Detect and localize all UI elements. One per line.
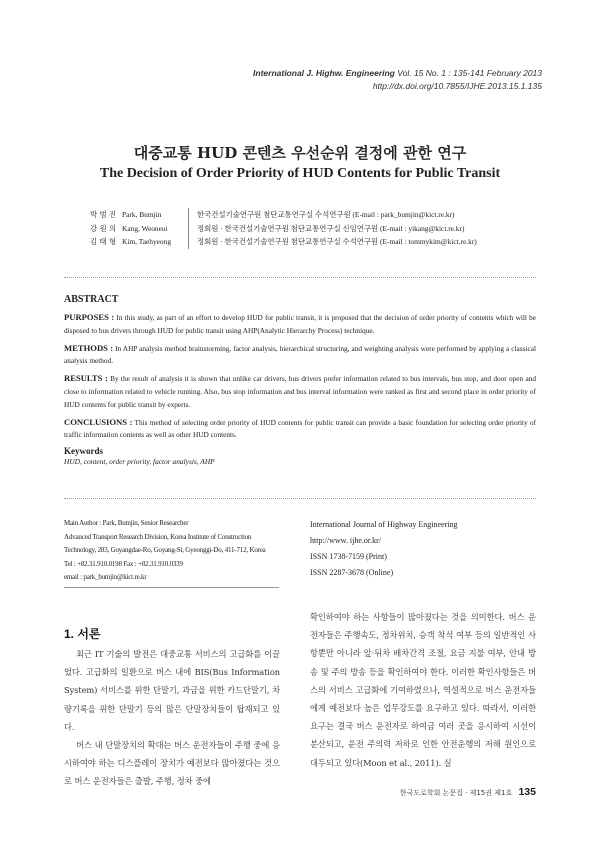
methods-label: METHODS : xyxy=(64,342,114,353)
title-english: The Decision of Order Priority of HUD Contents for Public Transit xyxy=(99,166,501,181)
abstract-methods xyxy=(64,342,536,369)
author-name-ko: 김 태 형 xyxy=(90,237,117,246)
author-tel-fax: Tel : +82.31.910.0198 Fax : +82.31.910.0339 xyxy=(64,559,183,568)
abstract-heading: ABSTRACT xyxy=(64,294,119,305)
body-column-left xyxy=(64,645,280,791)
author-divider xyxy=(188,235,189,249)
footer-journal-issue: 한국도로학회 논문집 · 제15권 제1호 xyxy=(399,789,513,797)
author-list xyxy=(90,208,477,249)
abstract-purposes xyxy=(64,311,536,338)
abstract-block xyxy=(64,294,536,466)
journal-header xyxy=(253,67,542,93)
title-korean: 대중교통 HUD 콘텐츠 우선순위 결정에 관한 연구 xyxy=(133,144,467,162)
author-name-en: Kim, Taehyeong xyxy=(122,237,172,246)
author-email[interactable]: email : park_bumjin@kict.re.kr xyxy=(64,573,147,581)
main-author: Main Author : Park, Bumjin, Senior Researcher xyxy=(64,519,189,527)
journal-citation: Vol. 15 No. 1 : 135-141 February 2013 xyxy=(397,68,542,78)
author-affiliation: 한국건설기술연구원 첨단교통연구실 수석연구원 (E-mail : park_bumjin@kict.re.kr) xyxy=(197,210,455,219)
purposes-label: PURPOSES : xyxy=(64,312,115,322)
body-paragraph: 확인하여야 하는 사항들이 많아졌다는 것을 의미한다. 버스 운전자들은 주행속도, 정차위치, 승객 착석 여부 등의 일반적인 사항뿐만 아니라 앞·뒤차 배차간격 조절, 요금 지불 여부, 안내 방송 및 주의 방송 등을 확인하여야 한다. 이러한 확인사항들은 버스의 서비스 고급화에 기여하였으나, 역설적으로 버스 운전자들에게 예전보다 높은 업무강도를 요구하고 있다. 따라서, 이러한 요구는 결국 버스 운전자로 하여금 여러 곳을 응시하여 시선이 분산되고, 운전 주의력 저하로 인한 안전운행의 저해 원인으로 대두되고 있다(Moon et al., 2011). 실 xyxy=(310,612,536,768)
body-paragraph: 버스 내 단말장치의 확대는 버스 운전자들이 주행 중에 응시하여야 하는 디스플레이 장치가 예전보다 많아졌다는 것으로 버스 운전자들은 출발, 주행, 정차 중에 xyxy=(64,740,280,787)
author-divider xyxy=(188,222,189,236)
dotted-divider-top xyxy=(64,277,536,278)
author-affiliation: 정회원 · 한국건설기술연구원 첨단교통연구실 신임연구원 (E-mail : yikang@kict.re.kr) xyxy=(197,223,465,233)
purposes-text: In this study, as part of an effort to develop HUD for public transit, it is proposed that the decision of order priority of contents which will be disposed to bus drivers through HUD for public transit using AHP(Analytic Hierarchy Process) technique. xyxy=(64,313,536,335)
journal-info xyxy=(310,517,540,581)
author-name-en: Park, Bumjin xyxy=(122,210,162,219)
author-row xyxy=(90,222,477,236)
journal-info-name: International Journal of Highway Engineering xyxy=(310,520,458,529)
author-division: Advanced Transport Research Division, Korea Institute of Construction xyxy=(64,532,252,541)
author-affiliation: 정회원 · 한국건설기술연구원 첨단교통연구실 수석연구원 (E-mail : tommykim@kict.re.kr) xyxy=(197,237,477,246)
correspondence-info xyxy=(64,517,279,585)
conclusions-label: CONCLUSIONS : xyxy=(64,416,133,427)
methods-text: In AHP analysis method brainstorming, factor analysis, hierarchical structuring, and weighting analysis were performed by applying a classical analysis method. xyxy=(64,343,537,366)
journal-name: International J. Highw. Engineering xyxy=(253,68,395,78)
abstract-conclusions xyxy=(64,416,536,443)
results-text: By the result of analysis it is shown that unlike car drivers, bus drivers prefer information related to bus intervals, bus stop, and door open and close to information related to vehicle running. Also, bus stop information and bus interval information were ranked as first and second place in order priority of HUD contents for public transit by experts. xyxy=(64,374,536,409)
journal-doi[interactable]: http://dx.doi.org/10.7855/IJHE.2013.15.1.135 xyxy=(372,81,542,91)
abstract-results xyxy=(64,372,536,411)
keywords-heading: Keywords xyxy=(64,446,103,457)
author-row xyxy=(90,235,477,249)
body-column-right xyxy=(310,608,536,772)
author-name-ko: 강 원 의 xyxy=(90,223,117,233)
author-address: Technology, 283, Goyangdae-Ro, Goyang-Si, Gyeonggi-Do, 411-712, Korea xyxy=(64,546,266,554)
author-name-ko: 박 범 진 xyxy=(90,210,117,219)
results-label: RESULTS : xyxy=(64,373,108,384)
conclusions-text: This method of selecting order priority of HUD contents for public transit can provide a basic foundation for selecting order priority of traffic information contents as well as other HUD contents. xyxy=(64,417,537,440)
journal-issn-print: ISSN 1738-7159 (Print) xyxy=(310,552,387,561)
keywords-text: HUD, content, order priority, factor analysis, AHP xyxy=(64,457,215,467)
dotted-divider-bottom xyxy=(64,498,536,499)
section-heading: 1. 서론 xyxy=(64,627,101,641)
page-number: 135 xyxy=(518,786,536,798)
journal-info-url[interactable]: http://www. ijhe.or.kr/ xyxy=(310,536,382,545)
journal-issn-online: ISSN 2287-3678 (Online) xyxy=(310,568,394,577)
author-name-en: Kang, Weoneui xyxy=(122,223,168,233)
author-divider xyxy=(188,208,189,222)
author-row xyxy=(90,208,477,222)
correspondence-rule xyxy=(64,587,279,588)
body-paragraph: 최근 IT 기술의 발전은 대중교통 서비스의 고급화를 이끌었다. 고급화의 일환으로 버스 내에 BIS(Bus Information System) 서비스를 위한 단말기, 과금을 위한 카드단말기, 차량기록을 위한 단말기 등의 많은 단말장치들이 탑재되고 있다. xyxy=(64,649,280,732)
page-footer xyxy=(400,786,536,798)
